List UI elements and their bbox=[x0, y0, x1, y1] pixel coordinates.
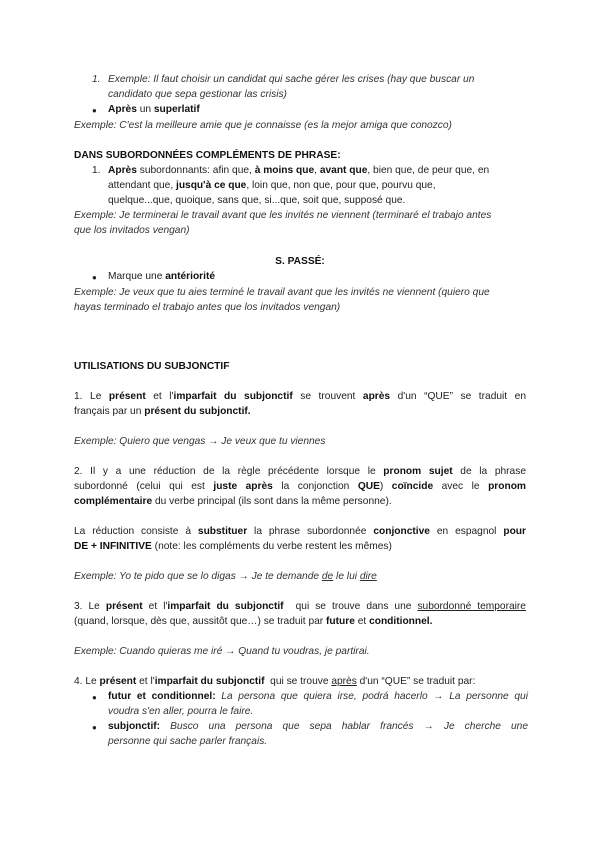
bullet-dot: ● bbox=[92, 273, 97, 282]
paragraph-line: 1. Le présent et l'imparfait du subjonctif se trouvent après d'un “QUE” se traduit en bbox=[74, 391, 526, 402]
paragraph-line: La réduction consiste à substituer la phrase subordonnée conjonctive en espagnol pour bbox=[74, 526, 526, 537]
list-item: Après subordonnants: afin que, à moins que, avant que, bien que, de peur que, en bbox=[108, 165, 490, 176]
example-line: Exemple: Je veux que tu aies terminé le travail avant que les invités ne viennent (quiero que bbox=[74, 287, 490, 298]
paragraph-line: 4. Le présent et l'imparfait du subjonctif qui se trouve après d'un “QUE” se traduit par: bbox=[74, 676, 476, 687]
list-item-line: attendant que, jusqu'à ce que, loin que, non que, pour que, pourvu que, bbox=[108, 180, 436, 191]
example-line: Exemple: Cuando quieras me iré → Quand tu voudras, je partirai. bbox=[74, 646, 370, 657]
bullet-dot: ● bbox=[92, 723, 97, 732]
example-line: Exemple: C'est la meilleure amie que je connaisse (es la mejor amiga que conozco) bbox=[74, 120, 452, 131]
example-line: Exemple: Il faut choisir un candidat qui sache gérer les crises (hay que buscar un bbox=[108, 74, 475, 85]
list-item: Après un superlatif bbox=[108, 104, 200, 115]
list-item: subjonctif: Busco una persona que sepa hablar francés → Je cherche une bbox=[108, 721, 528, 732]
paragraph-line: (quand, lorsque, dès que, aussitôt que…) se traduit par future et conditionnel. bbox=[74, 616, 433, 627]
paragraph-line: 3. Le présent et l'imparfait du subjonctif qui se trouve dans une subordonné temporaire bbox=[74, 601, 526, 612]
paragraph-line: 2. Il y a une réduction de la règle précédente lorsque le pronom sujet de la phrase bbox=[74, 466, 526, 477]
list-item-line: personne qui sache parler français. bbox=[108, 736, 268, 747]
paragraph-line: français par un présent du subjonctif. bbox=[74, 406, 251, 417]
example-line: Exemple: Yo te pido que se lo digas → Je te demande de le lui dire bbox=[74, 571, 377, 582]
paragraph-line: complémentaire du verbe principal (ils sont dans la même personne). bbox=[74, 496, 392, 507]
list-number: 1. bbox=[92, 74, 101, 85]
list-number: 1. bbox=[92, 165, 101, 176]
paragraph-line: subordonné (celui qui est juste après la conjonction QUE) coïncide avec le pronom bbox=[74, 481, 526, 492]
bullet-dot: ● bbox=[92, 693, 97, 702]
list-item-line: quelque...que, quoique, sans que, si...que, soit que, supposé que. bbox=[108, 195, 406, 206]
example-line: Exemple: Quiero que vengas → Je veux que tu viennes bbox=[74, 436, 326, 447]
example-line: que los invitados vengan) bbox=[74, 225, 190, 236]
paragraph-line: DE + INFINITIVE (note: les compléments du verbe restent les mêmes) bbox=[74, 541, 392, 552]
list-item-line: voudra s'en aller, pourra le faire. bbox=[108, 706, 254, 717]
bullet-dot: ● bbox=[92, 106, 97, 115]
list-item: futur et conditionnel: La persona que quiera irse, podrá hacerlo → La personne qui bbox=[108, 691, 528, 702]
example-line: candidato que sepa gestionar las crisis) bbox=[108, 89, 287, 100]
section-heading: S. PASSÉ: bbox=[275, 256, 325, 267]
section-heading: UTILISATIONS DU SUBJONCTIF bbox=[74, 361, 230, 372]
list-item: Marque une antériorité bbox=[108, 271, 216, 282]
section-heading: DANS SUBORDONNÉES COMPLÉMENTS DE PHRASE: bbox=[74, 150, 341, 161]
example-line: Exemple: Je terminerai le travail avant que les invités ne viennent (terminaré el trabajo antes bbox=[74, 210, 492, 221]
example-line: hayas terminado el trabajo antes que los invitados vengan) bbox=[74, 302, 341, 313]
